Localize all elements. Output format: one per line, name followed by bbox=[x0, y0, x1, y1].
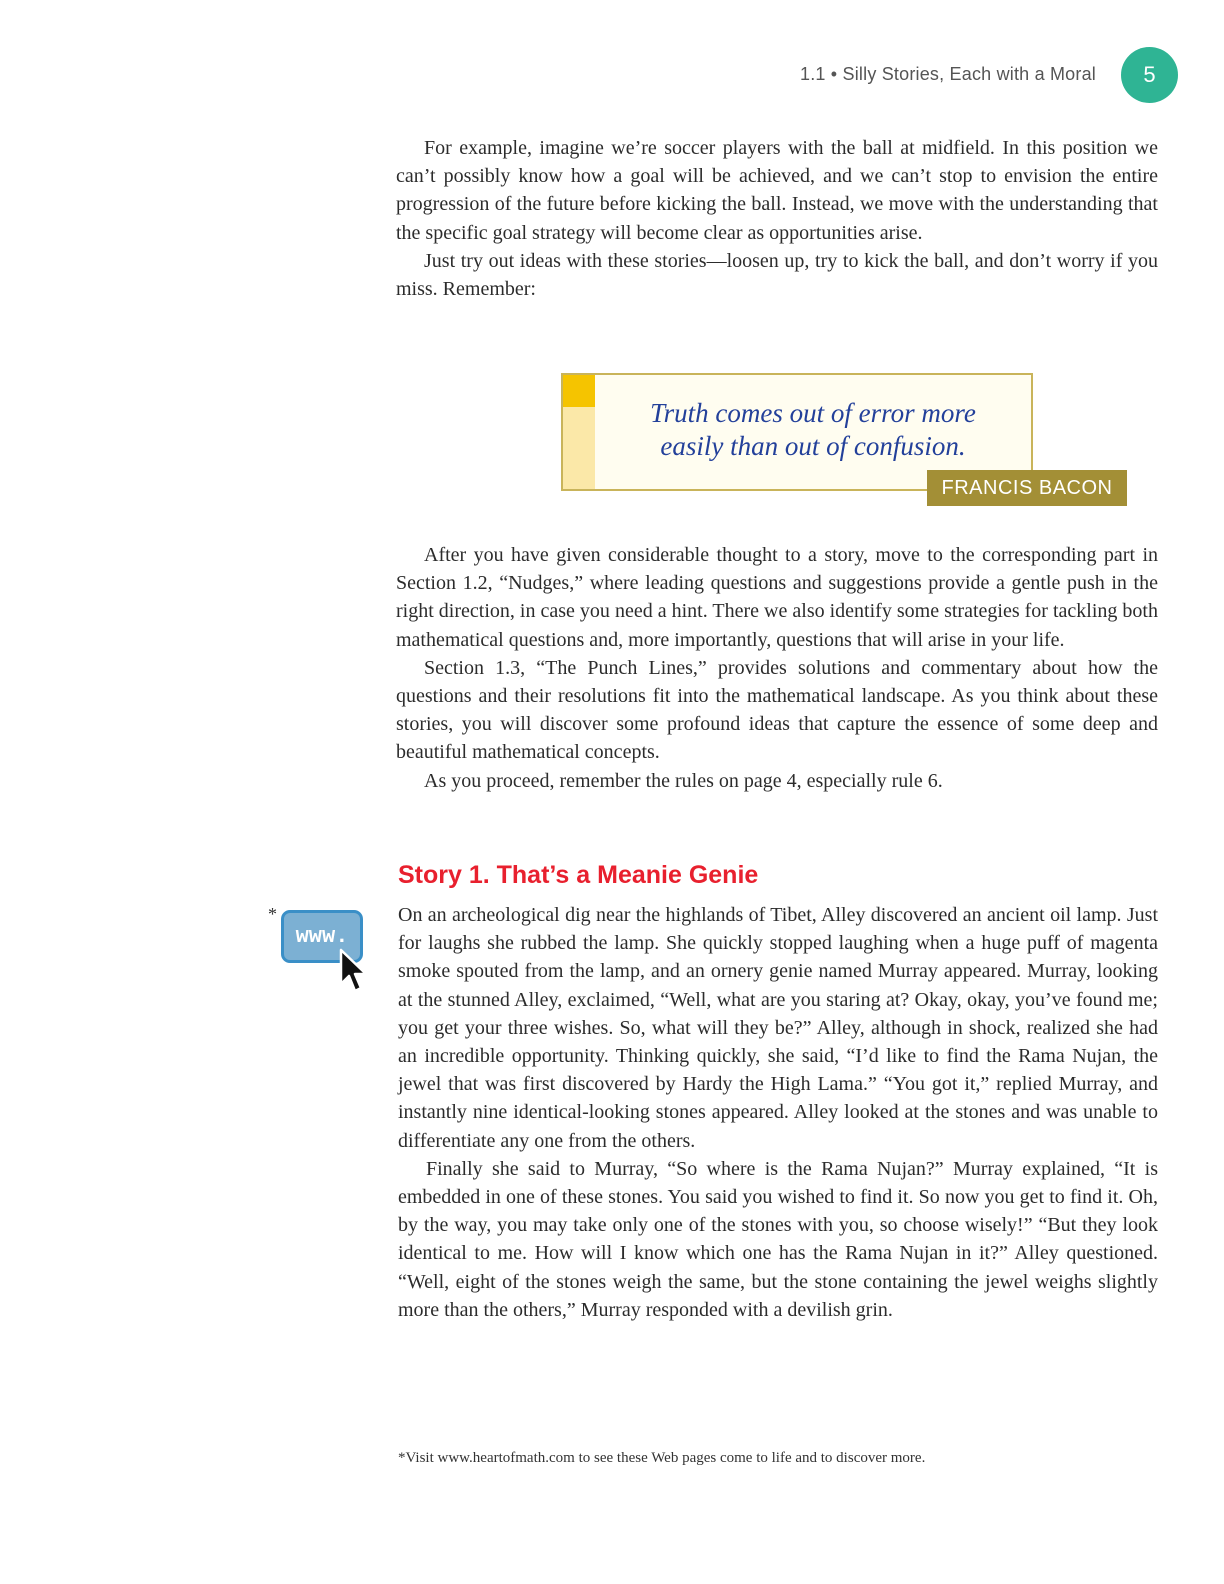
paragraph: On an archeological dig near the highlands of Tibet, Alley discovered an ancient oil lamp. Just for laughs she rubbed the lamp. She quickly stopped laughing when a huge puff of magenta smoke spouted from the lamp, and an ornery genie named Murray appeared. Murray, looking at the stunned Alley, exclaimed, “Well, what are you staring at? Okay, okay, you’ve found me; you get your three wishes. So, what will they be?” Alley, although in shock, realized she had an incredible opportunity. Thinking quickly, she said, “I’d like to find the Rama Nujan, the jewel that was first discovered by Hardy the High Lama.” “You got it,” replied Murray, and instantly nine identical-looking stones appeared. Alley looked at the stones and was unable to differentiate any one from the others. bbox=[398, 904, 1158, 1152]
story-heading: Story 1. That’s a Meanie Genie bbox=[398, 861, 759, 889]
footnote-marker: * bbox=[268, 904, 277, 924]
footnote: *Visit www.heartofmath.com to see these Web pages come to life and to discover more. bbox=[398, 1450, 926, 1466]
story-text bbox=[398, 901, 1158, 1324]
quote-line: Truth comes out of error more bbox=[650, 398, 976, 428]
running-head: 1.1 • Silly Stories, Each with a Moral bbox=[799, 64, 1096, 84]
paragraph: As you proceed, remember the rules on page 4, especially rule 6. bbox=[424, 769, 943, 792]
paragraph: Section 1.3, “The Punch Lines,” provides solutions and commentary about how the questions and their resolutions fit into the mathematical landscape. As you think about these stories, you will discover some profound ideas that capture the essence of some deep and beautiful mathematical concepts. bbox=[396, 656, 1158, 764]
paragraph: Finally she said to Murray, “So where is the Rama Nujan?” Murray explained, “It is embedded in one of these stones. You said you wished to find it. So now you get to find it. Oh, by the way, you may take only one of the stones with you, so choose wisely!” “But they look identical to me. How will I know which one has the Rama Nujan in it?” Alley questioned. “Well, eight of the stones weigh the same, but the stone containing the jewel weighs slightly more than the others,” Murray responded with a devilish grin. bbox=[398, 1157, 1158, 1321]
web-link-badge[interactable]: www. bbox=[281, 910, 363, 963]
quote-text bbox=[603, 397, 1023, 463]
mouse-pointer-icon bbox=[338, 948, 368, 996]
paragraph: Just try out ideas with these stories—loosen up, try to kick the ball, and don’t worry if you miss. Remember: bbox=[396, 249, 1158, 301]
intro-text bbox=[396, 134, 1158, 303]
quote-author: FRANCIS BACON bbox=[927, 470, 1127, 506]
middle-text bbox=[396, 541, 1158, 795]
quote-line: easily than out of confusion. bbox=[660, 431, 966, 461]
paragraph: For example, imagine we’re soccer players with the ball at midfield. In this position we can’t possibly know how a goal will be achieved, and we can’t stop to envision the entire progression of the future before kicking the ball. Instead, we move with the understanding that the specific goal strategy will become clear as opportunities arise. bbox=[396, 137, 1158, 244]
page-number: 5 bbox=[1121, 47, 1178, 103]
quote-stripe-accent bbox=[563, 375, 595, 407]
paragraph: After you have given considerable thought to a story, move to the corresponding part in Section 1.2, “Nudges,” where leading questions and suggestions provide a gentle push in the right direction, in case you need a hint. There we also identify some strategies for tackling both mathematical questions and, more importantly, questions that will arise in your life. bbox=[396, 544, 1158, 651]
